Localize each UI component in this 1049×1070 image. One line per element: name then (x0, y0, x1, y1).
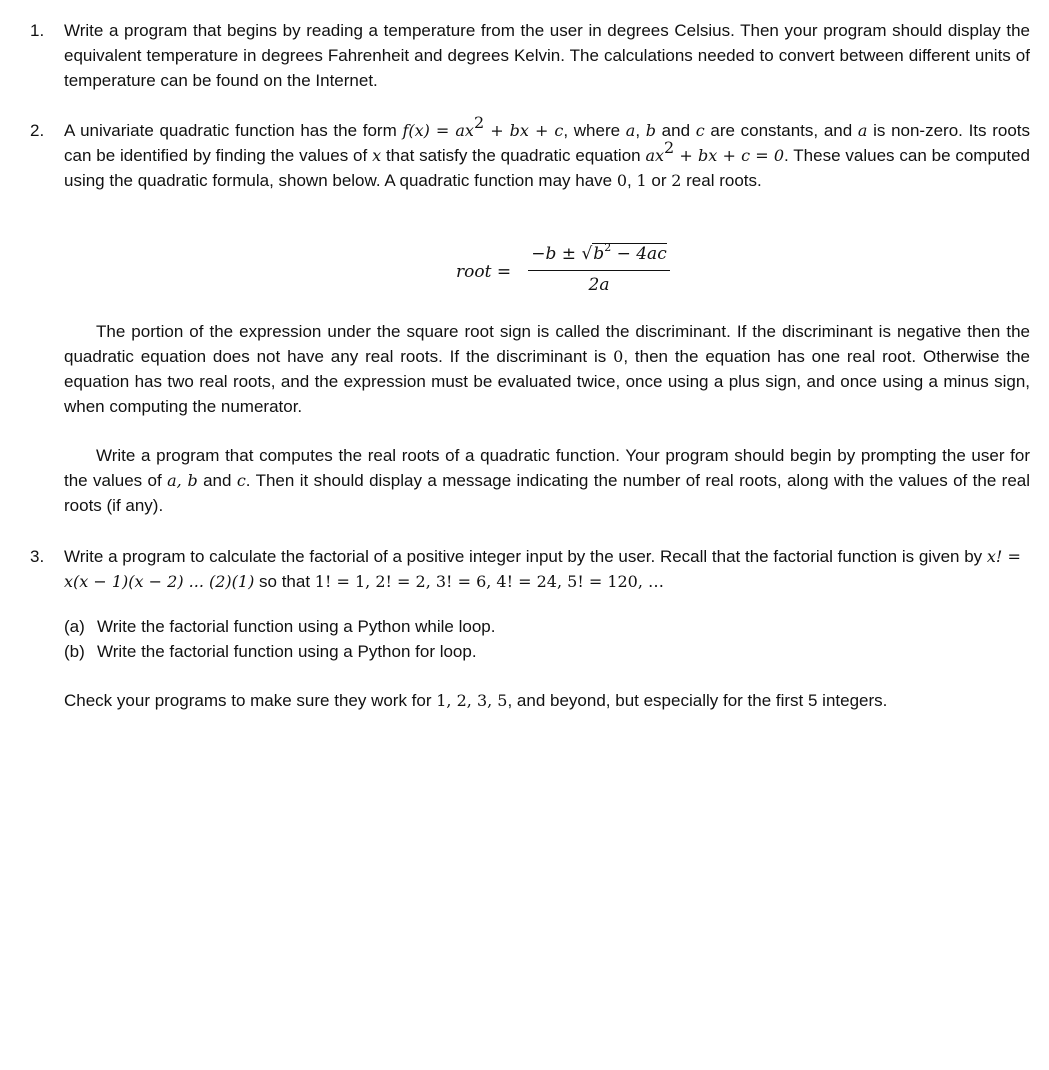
subquestion-a (64, 614, 1030, 639)
question-number: 1. (30, 21, 45, 40)
question-1 (30, 18, 1030, 93)
formula-numerator: $-b \pm √b^2 - 4ac$ (531, 241, 667, 264)
question-paragraph: Write a program to calculate the factorial of a positive integer input by the user. Recall that the factorial function is given by x! = x(x − 1)(x − 2) ... (2)(1) so that 1! = 1, 2! = 2, 3! = 6, 4! = 24, 5! = 120, … (64, 547, 1021, 591)
subquestion-label: (b) (64, 642, 85, 661)
subquestion-b (64, 639, 1030, 664)
formula-denominator: 2a (588, 275, 610, 295)
question-paragraph: A univariate quadratic function has the form $f(x) = ax^2$ + bx + c, where a, b and c are constants, and a is non-zero. Its roots can be identified by finding the values of x that satisfy the quadratic equation $ax^2$ + bx + c = 0. These values can be computed using the quadratic formula, shown below. A quadratic function may have 0, 1 or 2 real roots. (64, 113, 1031, 190)
question-2-task (30, 443, 1030, 518)
question-3 (30, 544, 1030, 713)
formula-fraction (528, 240, 670, 299)
question-2 (30, 113, 1031, 193)
subquestion-text: Write the factorial function using a Python while loop. (97, 617, 496, 636)
check-note: Check your programs to make sure they work for 1, 2, 3, 5, and beyond, but especially for the first 5 integers. (64, 691, 888, 710)
subquestion-label: (a) (64, 617, 85, 636)
question-number: 3. (30, 547, 45, 566)
question-paragraph: Write a program that computes the real roots of a quadratic function. Your program should begin by prompting the user for the values of a, b and c. Then it should display a message indicating the number of real roots, along with the values of the real roots (if any). (64, 446, 1031, 515)
question-paragraph: The portion of the expression under the square root sign is called the discriminant. If the discriminant is negative then the quadratic equation does not have any real roots. If the discriminant is 0, then the equation has one real root. Otherwise the equation has two real roots, and the expression must be evaluated twice, once using a plus sign, and once using a minus sign, when computing the numerator. (64, 322, 1030, 416)
quadratic-formula (456, 240, 696, 300)
question-text: Write a program that begins by reading a temperature from the user in degrees Celsius. Then your program should display the equivalent temperature in degrees Fahrenheit and degrees Kelvin. The calculations needed to convert between different units of temperature can be found on the Internet. (64, 21, 1030, 90)
question-number: 2. (30, 121, 45, 140)
subquestion-text: Write the factorial function using a Python for loop. (97, 642, 477, 661)
formula-lhs: root = (456, 262, 512, 282)
question-2-discriminant (30, 319, 1030, 419)
subquestion-list (64, 614, 1030, 664)
